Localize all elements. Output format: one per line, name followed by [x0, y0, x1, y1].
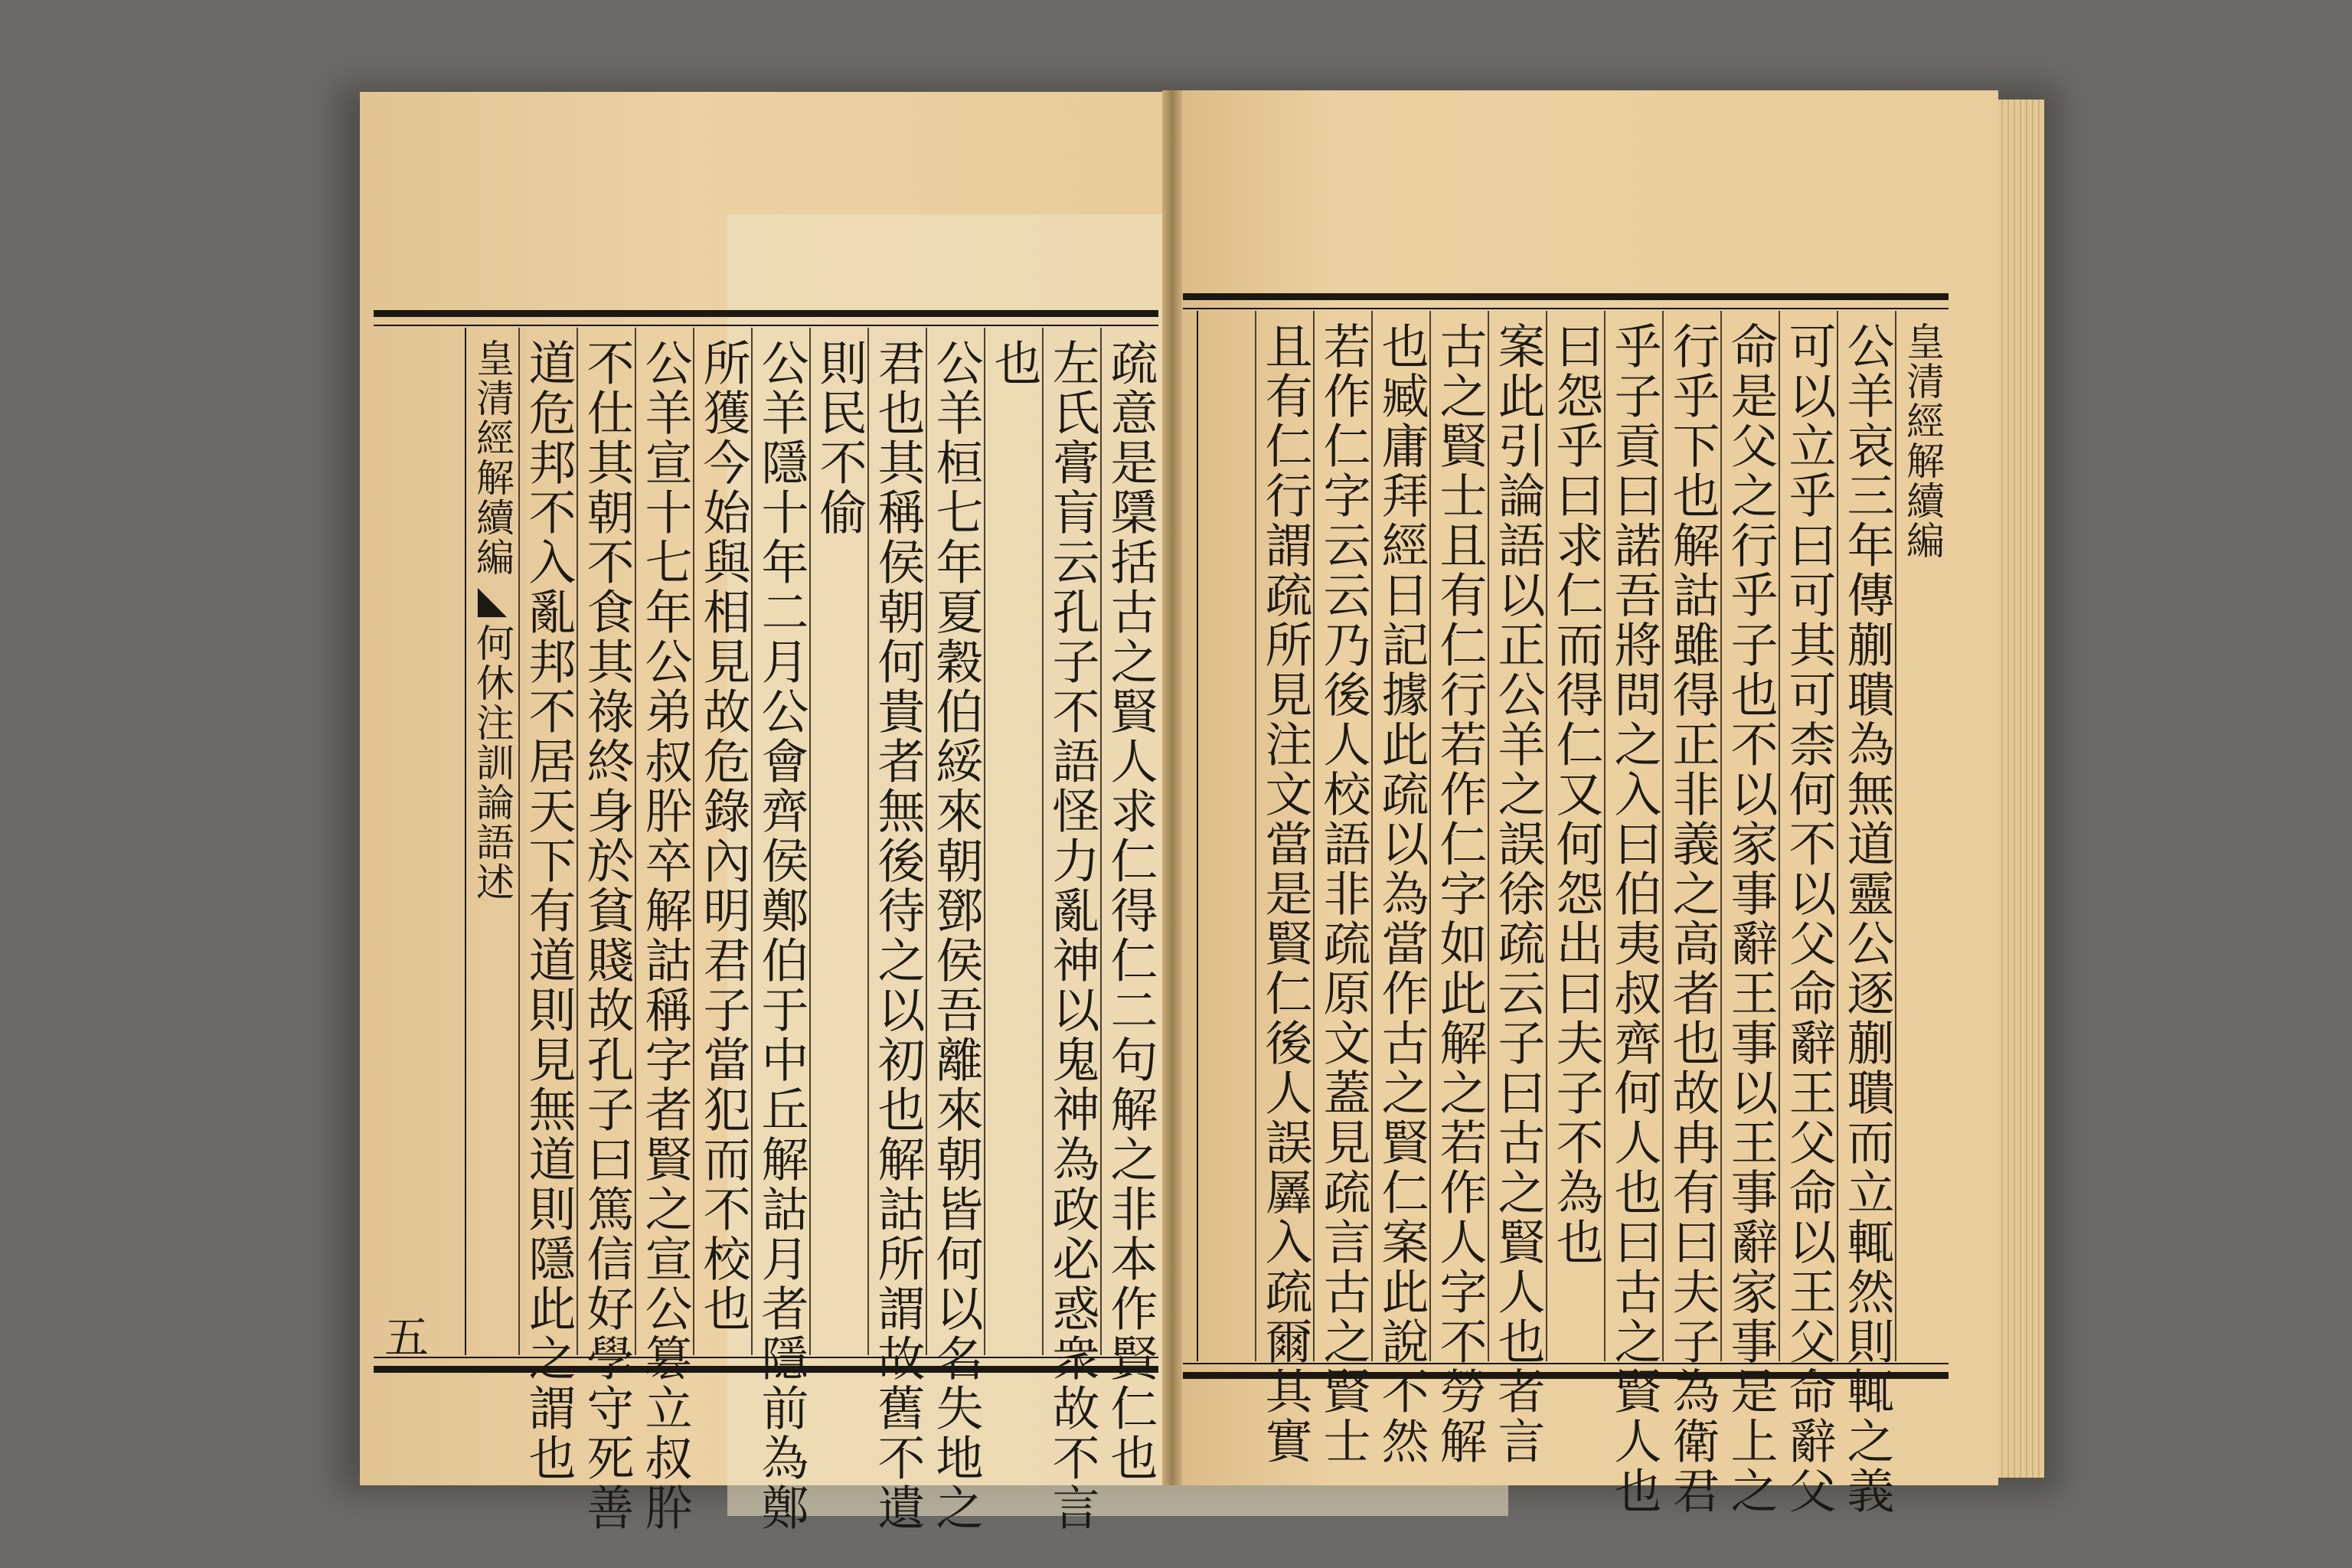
right-column-6 — [1546, 311, 1604, 1361]
column-text: 公羊宣十七年公弟叔肸卒解詁稱字者賢之宣公簒立叔肸 — [637, 338, 693, 1533]
left-columns — [374, 328, 1158, 1533]
column-text: 疏意是檃括古之賢人求仁得仁二句解之非本作賢仁也 — [1102, 338, 1158, 1483]
right-column-10 — [1313, 311, 1371, 1466]
right-column-3 — [1720, 311, 1779, 1516]
margin-book-title: 皇清經解續編 — [1900, 322, 1945, 560]
right-margin-column — [1895, 311, 1949, 1361]
left-column-9 — [635, 328, 693, 1533]
page-edges — [1991, 100, 2044, 1478]
page-folio: 五 — [384, 1312, 430, 1364]
margin-chapter-title: 何休注訓論語述 — [470, 623, 514, 902]
column-text: 曰怨乎曰求仁而得仁又何怨出曰夫子不為也 — [1548, 322, 1604, 1267]
column-text: 道危邦不入亂邦不居天下有道則見無道則隱此之謂也 — [521, 338, 577, 1483]
column-text: 也 — [986, 338, 1042, 388]
column-text: 公羊哀三年傳蒯聵為無道靈公逐蒯聵而立輒然則輒之義 — [1839, 322, 1895, 1516]
left-column-5 — [867, 328, 926, 1533]
column-text: 左氏膏肓云孔子不語怪力亂神以鬼神為政必惑衆故不言 — [1044, 338, 1100, 1533]
column-text: 公羊隱十年二月公會齊侯鄭伯于中丘解詁月者隱前為鄭 — [753, 338, 809, 1533]
column-text: 行乎下也解詁雖得正非義之高者也故冉有曰夫子為衛君 — [1664, 322, 1720, 1516]
left-text-frame — [374, 310, 1158, 1533]
column-text: 命是父之行乎子也不以家事辭王事以王事辭家事是上之 — [1723, 322, 1779, 1516]
margin-divider: ◣ — [470, 577, 514, 623]
column-text: 則民不偷 — [812, 338, 867, 537]
column-text: 案此引論語以正公羊之誤徐疏云子曰古之賢人也者言 — [1490, 322, 1546, 1466]
column-text: 且有仁行謂疏所見注文當是賢仁後人誤羼入疏爾其實 — [1257, 322, 1313, 1466]
left-column-6 — [809, 328, 867, 1355]
right-text-frame — [1183, 293, 1949, 1516]
column-text: 所獲今始與相見故危錄內明君子當犯而不校也 — [695, 338, 751, 1334]
left-column-7 — [751, 328, 809, 1533]
column-text: 可以立乎曰可其可柰何不以父命辭王父命以王父命辭父 — [1781, 322, 1837, 1516]
column-text: 不仕其朝不食其祿終身於貧賤故孔子曰篤信好學守死善 — [579, 338, 635, 1533]
column-text: 公羊桓七年夏穀伯綏來朝鄧侯吾離來朝皆何以名失地之 — [928, 338, 984, 1533]
left-column-4 — [926, 328, 984, 1533]
right-column-2 — [1779, 311, 1837, 1516]
right-column-11 — [1255, 311, 1313, 1466]
column-text: 君也其稱侯朝何貴者無後待之以初也解詁所謂故舊不遺 — [870, 338, 926, 1533]
right-column-5 — [1604, 311, 1662, 1516]
left-column-1 — [1100, 328, 1158, 1483]
margin-title — [463, 328, 521, 1355]
right-column-8 — [1429, 311, 1488, 1466]
book-gutter — [1162, 90, 1182, 1485]
right-column-1 — [1837, 311, 1895, 1516]
left-column-8 — [693, 328, 751, 1355]
left-column-11 — [518, 328, 577, 1483]
left-column-10 — [577, 328, 635, 1533]
right-column-gutter — [1197, 311, 1255, 1361]
right-column-7 — [1488, 311, 1546, 1466]
column-text: 若作仁字云云乃後人校語非疏原文蓋見疏言古之賢士 — [1315, 322, 1371, 1466]
left-column-2 — [1042, 328, 1100, 1533]
left-column-3 — [984, 328, 1042, 1355]
right-column-4 — [1662, 311, 1720, 1516]
column-text: 也臧庸拜經日記據此疏以為當作古之賢仁案此說不然 — [1374, 322, 1429, 1466]
margin-book-title: 皇清經解續編 — [470, 338, 514, 577]
column-text: 乎子貢曰諾吾將問之入曰伯夷叔齊何人也曰古之賢人也 — [1606, 322, 1662, 1516]
left-margin-column — [465, 328, 518, 1355]
column-text: 古之賢士且有仁行若作仁字如此解之若作人字不勞解 — [1432, 322, 1488, 1466]
right-column-9 — [1371, 311, 1429, 1466]
right-columns — [1183, 311, 1949, 1516]
